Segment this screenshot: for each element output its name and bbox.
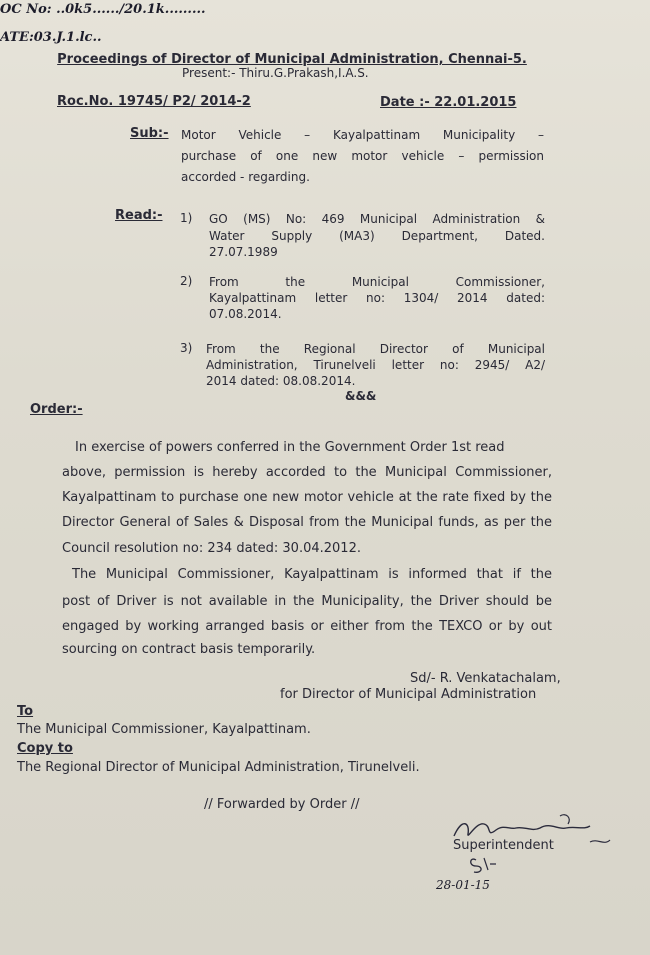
document-title: Proceedings of Director of Municipal Administration, Chennai-5. xyxy=(57,52,527,67)
read-item-2-line-1: From the Municipal Commissioner, xyxy=(209,275,545,289)
order-para-1-line-3: Kayalpattinam to purchase one new motor vehicle at the rate fixed by the xyxy=(62,490,552,505)
read-item-3-line-2: Administration, Tirunelveli letter no: 2945/ A2/ xyxy=(206,358,545,372)
order-para-1-line-1-text: In exercise of powers conferred in the Government Order 1st read xyxy=(75,440,505,455)
read-item-1-line-3: 27.07.1989 xyxy=(209,245,278,259)
order-para-2-line-2: post of Driver is not available in the Municipality, the Driver should be xyxy=(62,594,552,609)
subject-line-3: accorded - regarding. xyxy=(181,170,310,184)
order-para-1-line-4: Director General of Sales & Disposal from the Municipal funds, as per the xyxy=(62,515,552,530)
order-para-1-line-5: Council resolution no: 234 dated: 30.04.2012. xyxy=(62,541,361,556)
signatory-name: Sd/- R. Venkatachalam, xyxy=(410,671,561,686)
order-para-1-line-2: above, permission is hereby accorded to the Municipal Commissioner, xyxy=(62,465,552,480)
forwarded-by-order: // Forwarded by Order // xyxy=(204,797,360,812)
signatory-designation: for Director of Municipal Administration xyxy=(280,687,537,702)
present-line xyxy=(182,66,369,80)
copy-to-label: Copy to xyxy=(17,741,73,756)
read-item-3-number: 3) xyxy=(180,341,193,355)
read-item-2-number: 2) xyxy=(180,274,193,288)
read-item-1-line-2: Water Supply (MA3) Department, Dated. xyxy=(209,229,545,243)
read-item-1-number: 1) xyxy=(180,211,193,225)
to-label: To xyxy=(17,704,34,719)
order-para-2-line-1: The Municipal Commissioner, Kayalpattinam is informed that if the xyxy=(72,567,552,582)
to-recipient: The Municipal Commissioner, Kayalpattinam. xyxy=(17,722,311,737)
present-text: Present:- Thiru.G.Prakash,I.A.S. xyxy=(182,66,369,80)
subject-line-1: Motor Vehicle – Kayalpattinam Municipality – xyxy=(181,128,544,142)
read-item-3-line-1: From the Regional Director of Municipal xyxy=(206,342,545,356)
order-label: Order:- xyxy=(30,402,83,417)
order-para-2-line-3: engaged by working arranged basis or either from the TEXCO or by out xyxy=(62,619,552,634)
roc-number: Roc.No. 19745/ P2/ 2014-2 xyxy=(57,94,251,109)
separator-mark: &&& xyxy=(345,389,377,403)
superintendent-handwritten-date: 28-01-15 xyxy=(436,878,490,892)
read-item-2-line-3: 07.08.2014. xyxy=(209,307,282,321)
order-para-2-line-4: sourcing on contract basis temporarily. xyxy=(62,642,316,657)
copy-to-recipient: The Regional Director of Municipal Administration, Tirunelveli. xyxy=(17,760,420,775)
superintendent-title: Superintendent xyxy=(453,838,554,853)
read-item-2-line-2: Kayalpattinam letter no: 1304/ 2014 dated: xyxy=(209,291,545,305)
read-label: Read:- xyxy=(115,208,163,223)
handwritten-doc-number: OC No: ..0k5....../20.1k......... xyxy=(0,2,206,17)
subject-line-2: purchase of one new motor vehicle – permission xyxy=(181,149,544,163)
order-para-1-line-1 xyxy=(75,440,550,455)
handwritten-date: ATE:03.J.1.lc.. xyxy=(0,30,102,45)
document-date: Date :- 22.01.2015 xyxy=(380,95,517,110)
subject-label: Sub:- xyxy=(130,126,169,141)
read-item-1-line-1: GO (MS) No: 469 Municipal Administration & xyxy=(209,212,545,226)
read-item-3-line-3: 2014 dated: 08.08.2014. xyxy=(206,374,356,388)
